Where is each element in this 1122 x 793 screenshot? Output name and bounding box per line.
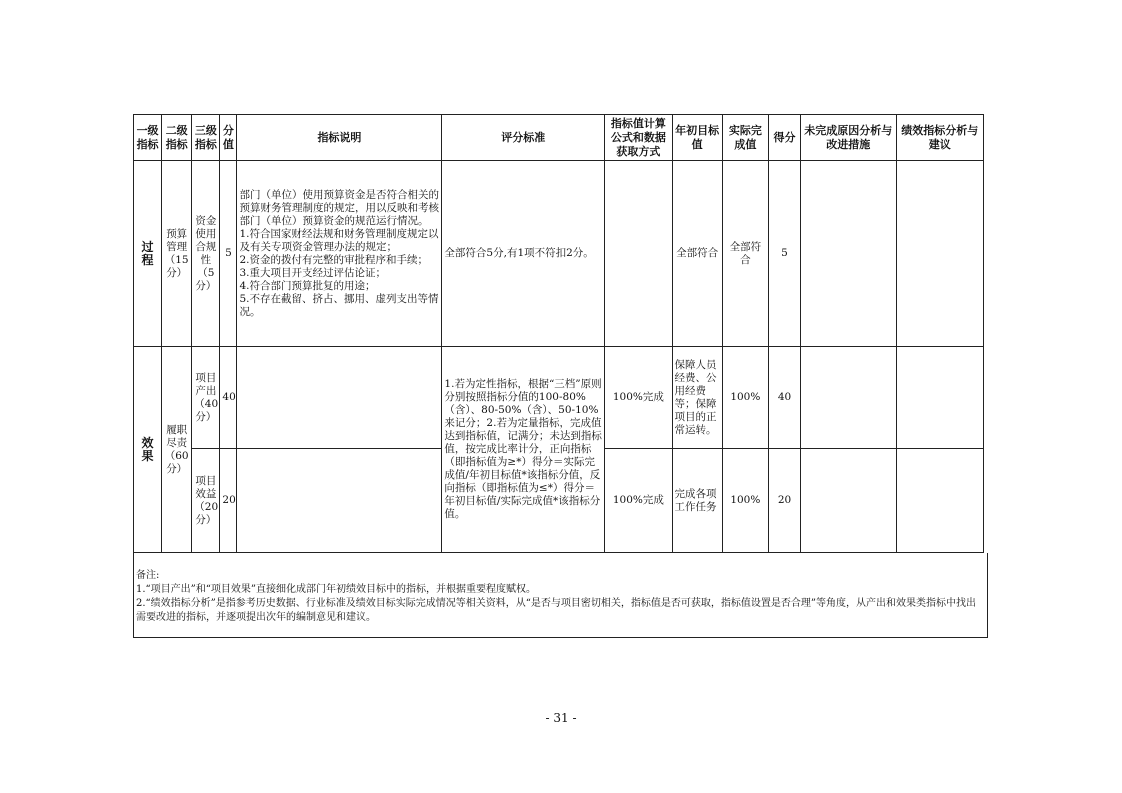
- process-annual-target: 全部符合: [672, 161, 722, 347]
- process-desc-line: 3.重大项目开支经过评估论证；: [239, 266, 386, 279]
- benefit-actual-value: 100%: [722, 449, 768, 553]
- process-reason: [801, 161, 896, 347]
- process-desc-line: 2.资金的拨付有完整的审批程序和手续；: [239, 253, 428, 266]
- header-row: [134, 115, 984, 161]
- header-actual-value: 实际完成值: [722, 115, 768, 161]
- output-score-value: 40: [220, 347, 237, 449]
- process-analysis: [896, 161, 983, 347]
- output-annual-target: 保障人员经费、公用经费等；保障项目的正常运转。: [672, 347, 722, 449]
- benefit-analysis: [896, 449, 983, 553]
- header-level1: 一级指标: [134, 115, 162, 161]
- header-reason: 未完成原因分析与改进措施: [801, 115, 896, 161]
- header-level3: 三级指标: [192, 115, 220, 161]
- header-score: 得分: [768, 115, 800, 161]
- header-level2: 二级指标: [162, 115, 192, 161]
- table-row-process: [134, 161, 984, 347]
- notes-line-1: 1.“项目产出”和“项目效果”直接细化成部门年初绩效目标中的指标，并根据重要程度赋权。: [136, 584, 536, 595]
- process-actual-value: 全部符合: [722, 161, 768, 347]
- process-desc-line: 5.不存在截留、挤占、挪用、虚列支出等情况。: [239, 292, 439, 318]
- benefit-reason: [801, 449, 896, 553]
- output-calc-method: 100%完成: [605, 347, 672, 449]
- output-indicator-desc: [237, 347, 442, 449]
- page-number: - 31 -: [545, 711, 577, 725]
- process-score-value: 5: [220, 161, 237, 347]
- benefit-score-value: 20: [220, 449, 237, 553]
- process-level2: 预算管理（15分）: [162, 161, 192, 347]
- header-scoring-standard: 评分标准: [442, 115, 605, 161]
- header-indicator-desc: 指标说明: [237, 115, 442, 161]
- output-reason: [801, 347, 896, 449]
- header-analysis: 绩效指标分析与建议: [896, 115, 983, 161]
- process-desc-line: 1.符合国家财经法规和财务管理制度规定以及有关专项资金管理办法的规定；: [239, 227, 439, 253]
- performance-table-sheet: [133, 114, 983, 638]
- process-indicator-desc: [237, 161, 442, 347]
- process-level3: 资金使用合规性（5分）: [192, 161, 220, 347]
- process-level1: 过程: [134, 161, 162, 347]
- header-calc-method: 指标值计算公式和数据获取方式: [605, 115, 672, 161]
- output-level3: 项目产出（40分）: [192, 347, 220, 449]
- process-calc-method: [605, 161, 672, 347]
- process-score: 5: [768, 161, 800, 347]
- effect-scoring-standard: 1.若为定性指标，根据“三档”原则分别按照指标分值的100-80%（含）、80-50%（含）、50-10%来记分；2.若为定量指标，完成值达到指标值，记满分；未达到指标值，按完成比率计分，正向指标（即指标值为≥*）得分＝实际完成值/年初目标值*该指标分值，反向指标（即指标值为≤*）得分＝年初目标值/实际完成值*该指标分值。: [442, 347, 605, 553]
- notes-title: 备注:: [136, 570, 160, 581]
- process-scoring-standard: 全部符合5分,有1项不符扣2分。: [442, 161, 605, 347]
- table-row-output: [134, 347, 984, 449]
- benefit-level3: 项目效益（20分）: [192, 449, 220, 553]
- effect-level2: 履职尽责（60分）: [162, 347, 192, 553]
- output-analysis: [896, 347, 983, 449]
- effect-level1: 效果: [134, 347, 162, 553]
- header-score-value: 分值: [220, 115, 237, 161]
- output-actual-value: 100%: [722, 347, 768, 449]
- benefit-indicator-desc: [237, 449, 442, 553]
- performance-evaluation-table: [133, 114, 984, 553]
- notes-line-2: 2.“绩效指标分析”是指参考历史数据、行业标准及绩效目标实际完成情况等相关资料，从“是否与项目密切相关，指标值是否可获取，指标值设置是否合理”等角度，从产出和效果类指标中找出需要改进的指标，并逐项提出次年的编制意见和建议。: [136, 598, 976, 623]
- benefit-score: 20: [768, 449, 800, 553]
- header-annual-target: 年初目标值: [672, 115, 722, 161]
- process-desc-line: 4.符合部门预算批复的用途；: [239, 279, 376, 292]
- table-notes: [133, 553, 988, 638]
- benefit-annual-target: 完成各项工作任务: [672, 449, 722, 553]
- output-score: 40: [768, 347, 800, 449]
- benefit-calc-method: 100%完成: [605, 449, 672, 553]
- process-desc-line: 部门（单位）使用预算资金是否符合相关的预算财务管理制度的规定，用以反映和考核部门（单位）预算资金的规范运行情况。: [239, 188, 439, 227]
